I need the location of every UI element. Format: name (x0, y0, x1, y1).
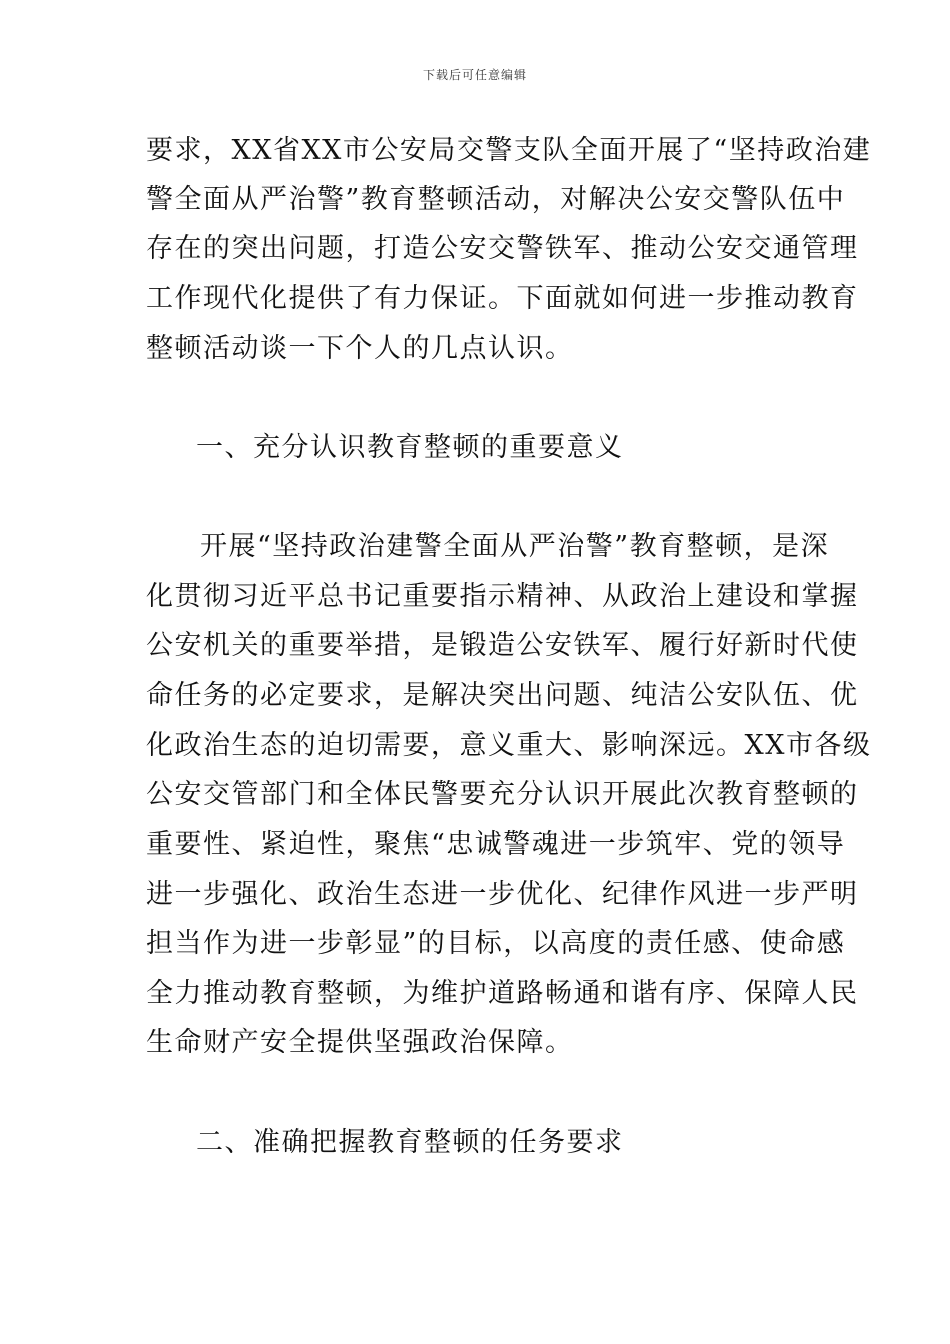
text-line: 全力推动教育整顿，为维护道路畅通和谐有序、保障人民 (146, 978, 859, 1009)
page-header: 下载后可任意编辑 (422, 68, 527, 82)
text-line: 命任务的必定要求，是解决突出问题、纯洁公安队伍、优 (146, 680, 859, 711)
text-line: 进一步强化、政治生态进一步优化、纪律作风进一步严明 (146, 879, 859, 910)
text-line: 生命财产安全提供坚强政治保障。 (146, 1027, 574, 1058)
section-heading: 一、充分认识教育整顿的重要意义 (196, 432, 624, 463)
text-line: 警全面从严治警”教育整顿活动，对解决公安交警队伍中 (146, 184, 846, 215)
text-line: 工作现代化提供了有力保证。下面就如何进一步推动教育 (146, 283, 859, 314)
section-heading: 二、准确把握教育整顿的任务要求 (196, 1127, 624, 1158)
text-line: 公安交管部门和全体民警要充分认识开展此次教育整顿的 (146, 779, 859, 810)
text-line: 整顿活动谈一下个人的几点认识。 (146, 333, 574, 364)
text-line: 存在的突出问题，打造公安交警铁军、推动公安交通管理 (146, 233, 859, 264)
text-line: 化政治生态的迫切需要，意义重大、影响深远。XX市各级 (146, 730, 872, 761)
text-line: 化贯彻习近平总书记重要指示精神、从政治上建设和掌握 (146, 581, 859, 612)
text-line: 担当作为进一步彰显”的目标，以高度的责任感、使命感 (146, 928, 846, 959)
text-line: 要求，XX省XX市公安局交警支队全面开展了“坚持政治建 (146, 135, 872, 166)
text-line: 重要性、紧迫性，聚焦“忠诚警魂进一步筑牢、党的领导 (146, 829, 846, 860)
text-line: 公安机关的重要举措，是锻造公安铁军、履行好新时代使 (146, 630, 859, 661)
text-line: 开展“坚持政治建警全面从严治警”教育整顿，是深 (200, 531, 830, 562)
